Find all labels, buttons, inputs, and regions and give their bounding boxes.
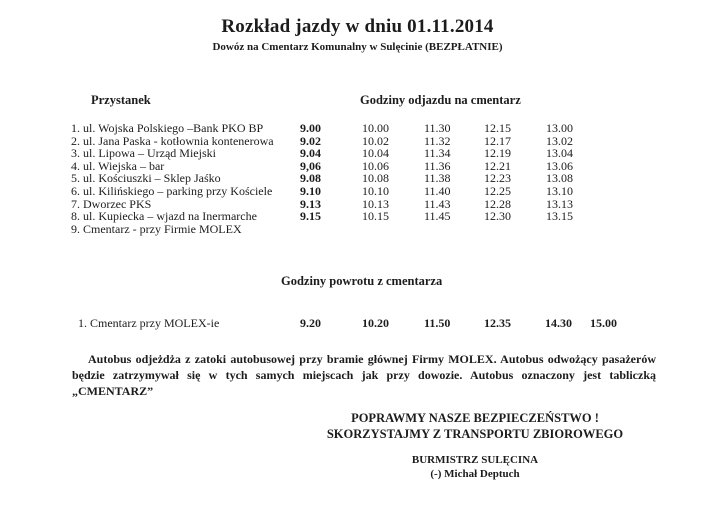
departure-time: 13.15 bbox=[546, 209, 573, 224]
departure-time: 9,06 bbox=[300, 158, 321, 173]
return-time: 15.00 bbox=[590, 316, 617, 330]
departure-time: 11.40 bbox=[424, 184, 451, 198]
stop-label: 4. ul. Wiejska – bar bbox=[71, 158, 165, 173]
departure-time: 10.04 bbox=[362, 146, 389, 161]
signature-name: (-) Michał Deptuch bbox=[430, 468, 520, 480]
return-time: 12.35 bbox=[484, 316, 511, 330]
page-subtitle: Dowóz na Cmentarz Komunalny w Sulęcinie (BEZPŁATNIE) bbox=[212, 41, 503, 53]
departure-time: 11.36 bbox=[424, 158, 451, 173]
departure-time: 10.00 bbox=[362, 121, 389, 135]
departure-time: 12.17 bbox=[484, 133, 511, 148]
stop-label: 7. Dworzec PKS bbox=[71, 196, 152, 211]
departure-time: 9.15 bbox=[300, 209, 321, 224]
page-title: Rozkład jazdy w dniu 01.11.2014 bbox=[221, 16, 494, 37]
departure-time: 13.08 bbox=[546, 171, 573, 186]
stop-column-header: Przystanek bbox=[91, 93, 151, 107]
stop-label: 5. ul. Kościuszki – Sklep Jaśko bbox=[71, 171, 221, 186]
departure-time: 10.06 bbox=[362, 158, 389, 173]
departure-time: 11.38 bbox=[424, 171, 451, 186]
departure-time: 13.13 bbox=[546, 196, 573, 211]
stop-label: 2. ul. Jana Paska - kotłownia kontenerowa bbox=[71, 133, 274, 148]
departure-time: 13.04 bbox=[546, 146, 573, 161]
stop-label: 9. Cmentarz - przy Firmie MOLEX bbox=[71, 221, 242, 236]
departure-time: 12.25 bbox=[484, 184, 511, 198]
departure-time: 12.28 bbox=[484, 196, 511, 211]
departure-time: 11.32 bbox=[424, 133, 451, 148]
return-time: 14.30 bbox=[545, 316, 572, 330]
departure-times-header: Godziny odjazdu na cmentarz bbox=[360, 93, 521, 107]
signature-title: BURMISTRZ SULĘCINA bbox=[411, 454, 539, 466]
slogan-line-1: POPRAWMY NASZE BEZPIECZEŃSTWO ! bbox=[351, 411, 599, 425]
departure-time: 11.45 bbox=[424, 209, 451, 224]
stop-label: 3. ul. Lipowa – Urząd Miejski bbox=[71, 146, 216, 161]
departure-time: 11.34 bbox=[424, 146, 451, 161]
departure-time: 13.10 bbox=[546, 184, 573, 198]
info-line-1: Autobus odjeżdża z zatoki autobusowej przy bramie głównej Firmy MOLEX. Autobus odwożący pasażerów bbox=[88, 352, 656, 366]
stop-label: 1. ul. Wojska Polskiego –Bank PKO BP bbox=[71, 121, 264, 135]
return-times-header: Godziny powrotu z cmentarza bbox=[281, 274, 443, 288]
departure-time: 9.00 bbox=[300, 121, 321, 135]
departure-time: 10.08 bbox=[362, 171, 389, 186]
slogan-line-2: SKORZYSTAJMY Z TRANSPORTU ZBIOROWEGO bbox=[326, 427, 624, 441]
departure-time: 9.04 bbox=[300, 146, 321, 161]
departure-time: 12.30 bbox=[484, 209, 511, 224]
departure-time: 13.00 bbox=[546, 121, 573, 135]
info-line-2: będzie zatrzymywał się w tych samych miejscach jak przy dowozie. Autobus oznaczony jest tabliczką bbox=[72, 368, 656, 382]
stop-label: 6. ul. Kilińskiego – parking przy Kościele bbox=[71, 184, 273, 198]
departure-time: 10.13 bbox=[362, 196, 389, 211]
departure-time: 10.10 bbox=[362, 184, 389, 198]
departure-time: 9.13 bbox=[300, 196, 321, 211]
departure-time: 9.08 bbox=[300, 171, 321, 186]
departure-time: 13.02 bbox=[546, 133, 573, 148]
return-stop-label: 1. Cmentarz przy MOLEX-ie bbox=[78, 316, 220, 330]
departure-time: 13.06 bbox=[546, 158, 573, 173]
departure-time: 10.02 bbox=[362, 133, 389, 148]
departure-time: 9.10 bbox=[300, 184, 321, 198]
info-line-3: „CMENTARZ” bbox=[72, 384, 154, 398]
departure-time: 12.19 bbox=[484, 146, 511, 161]
departure-time: 12.15 bbox=[484, 121, 511, 135]
return-time: 11.50 bbox=[424, 316, 451, 330]
stop-label: 8. ul. Kupiecka – wjazd na Inermarche bbox=[71, 209, 257, 224]
return-time: 9.20 bbox=[300, 316, 321, 330]
departure-time: 12.21 bbox=[484, 158, 511, 173]
departure-time: 9.02 bbox=[300, 133, 321, 148]
departure-time: 12.23 bbox=[484, 171, 511, 186]
departure-time: 11.30 bbox=[424, 121, 451, 135]
departure-time: 11.43 bbox=[424, 196, 451, 211]
departure-time: 10.15 bbox=[362, 209, 389, 224]
return-time: 10.20 bbox=[362, 316, 389, 330]
